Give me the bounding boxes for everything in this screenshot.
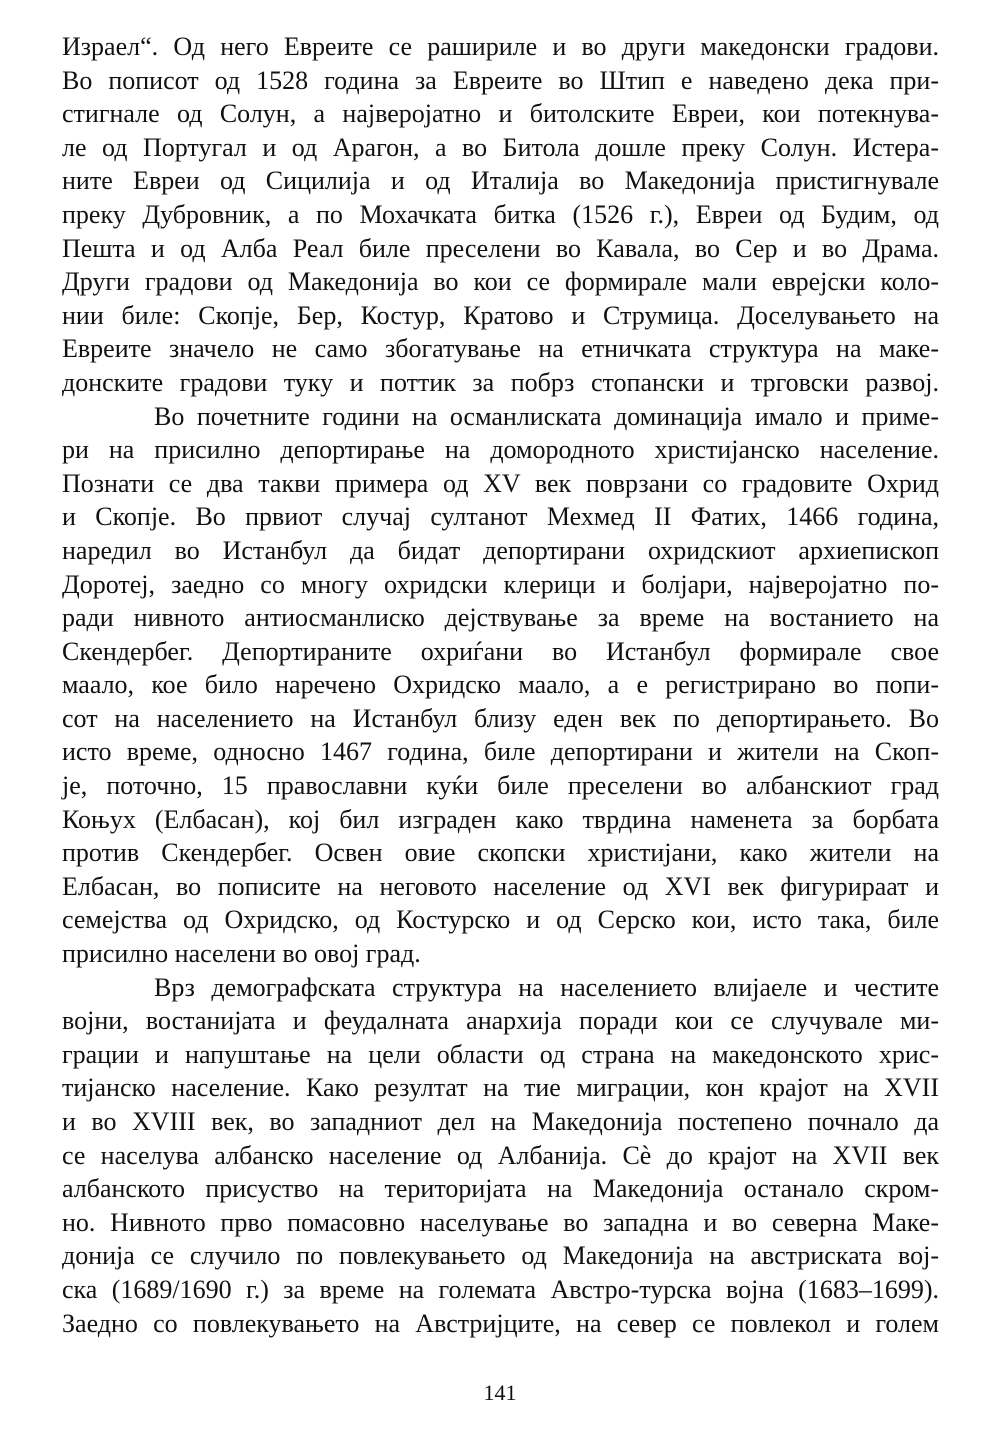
text-line: тијанско население. Како резултат на тие миграции, кон крајот на XVII [62,1073,939,1103]
text-line: и во XVIII век, во западниот дел на Македонија постепено почнало да [62,1107,939,1136]
text-line: се населува албанско население од Албанија. Сѐ до крајот на XVII век [62,1140,939,1170]
text-line: против Скендербег. Освен овие скопски христијани, како жители на [62,838,939,868]
text-line: Доротеј, заедно со многу охридски клерици и болјари, најверојатно по- [62,569,939,599]
text-line: Други градови од Македонија во кои се формирале мали еврејски коло- [62,267,939,297]
text-line: Елбасан, во пописите на неговото население од XVI век фигурираат и [62,871,939,901]
text-line: Пешта и од Алба Реал биле преселени во Кавала, во Сер и во Драма. [62,233,939,263]
text-line: донија се случило по повлекувањето од Македонија на австриската вој- [62,1241,939,1271]
text-line: Познати се два такви примера од XV век поврзани со градовите Охрид [62,468,939,498]
text-line: и Скопје. Во првиот случај султанот Мехмед II Фатих, 1466 година, [62,502,939,532]
text-line: сот на населението на Истанбул близу еден век по депортирањето. Во [62,703,939,733]
body-text [62,30,939,1340]
text-line: Врз демографската структура на населението влијаеле и честите [154,972,939,1002]
text-line: исто време, односно 1467 година, биле депортирани и жители на Скоп- [62,737,939,767]
text-line: ри на присилно депортирање на домородното христијанско население. [62,435,939,465]
text-line: Евреите значело не само збогатување на етничката структура на маке- [62,334,939,364]
text-line: наредил во Истанбул да бидат депортирани охридскиот архиепископ [62,535,939,565]
text-line: Скендербег. Депортираните охриѓани во Истанбул формирале свое [62,636,939,666]
text-line: нии биле: Скопје, Бер, Костур, Кратово и Струмица. Доселувањето на [62,300,939,330]
text-line: присилно населени во овој град. [62,939,421,969]
text-line: маало, кое било наречено Охридско маало, а е регистрирано во попи- [62,670,939,700]
text-line: преку Дубровник, а по Мохачката битка (1526 г.), Евреи од Будим, од [62,199,939,229]
text-line: Израел“. Од него Евреите се рашириле и во други македонски градови. [62,32,939,61]
text-line: ните Евреи од Сицилија и од Италија во Македонија пристигнувале [62,166,939,196]
text-line: стигнале од Солун, а најверојатно и битолските Евреи, кои потекнува- [62,99,939,129]
text-line: Во почетните години на османлиската доминација имало и приме- [154,401,939,431]
text-line: Во пописот од 1528 година за Евреите во Штип е наведено дека при- [62,65,939,95]
text-line: Заедно со повлекувањето на Австријците, на север се повлекол и голем [62,1308,939,1338]
page-number: 141 [483,1380,517,1405]
text-line: но. Нивното прво помасовно населување во западна и во северна Маке- [62,1207,939,1237]
text-line: ска (1689/1690 г.) за време на големата Австро-турска војна (1683–1699). [62,1274,939,1304]
text-line: грации и напуштање на цели области од страна на македонското хрис- [62,1039,939,1069]
text-line: ради нивното антиосманлиско дејствување за време на востанието на [62,603,939,633]
text-line: је, поточно, 15 православни куќи биле преселени во албанскиот град [62,771,939,801]
text-line: Коњух (Елбасан), кој бил изграден како тврдина наменета за борбата [62,804,939,834]
text-line: војни, востанијата и феудалната анархија поради кои се случувале ми- [62,1006,939,1036]
text-line: донските градови туку и поттик за побрз стопански и трговски развој. [62,367,939,397]
text-line: албанското присуство на територијата на Македонија останало скром- [62,1174,939,1204]
text-line: семејства од Охридско, од Костурско и од Серско кои, исто така, биле [62,905,939,935]
text-line: ле од Португал и од Арагон, а во Битола дошле преку Солун. Истера- [62,132,939,162]
